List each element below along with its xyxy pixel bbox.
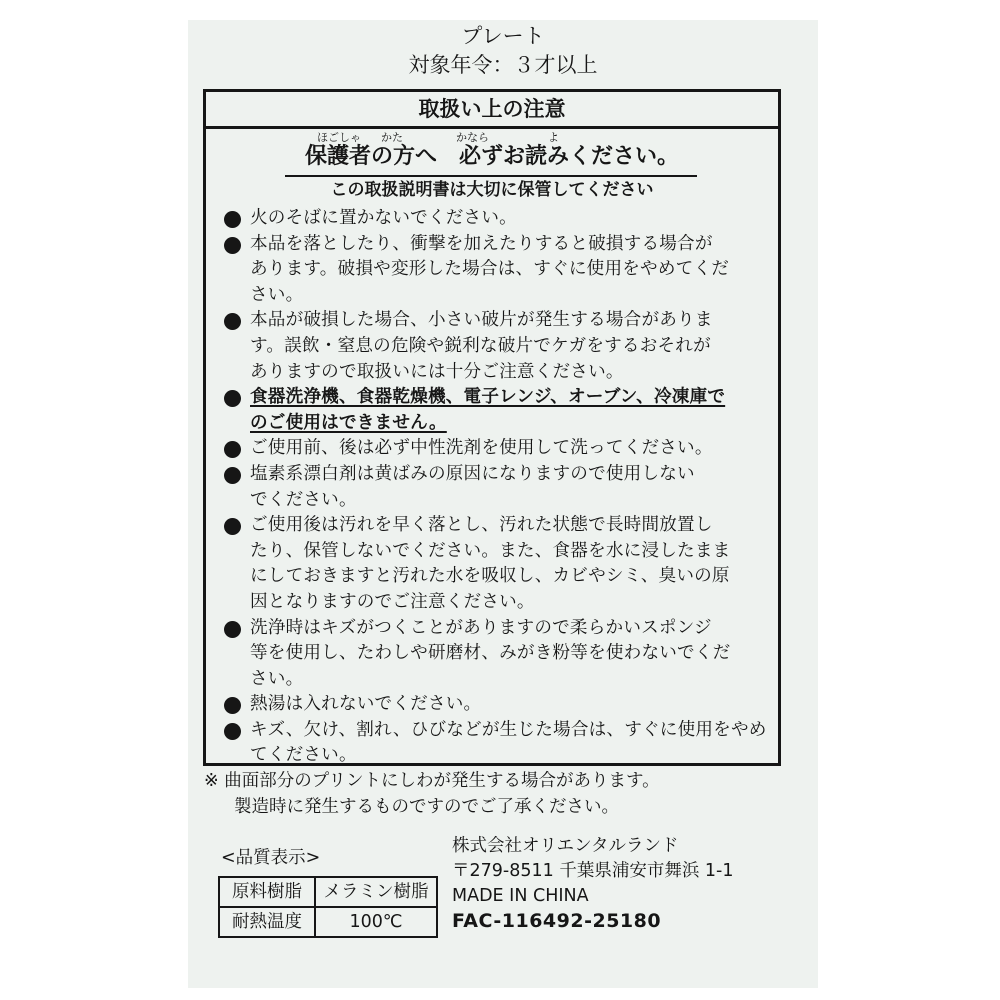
caution-item [223,718,768,769]
bullet-icon [224,441,241,458]
caution-item [223,462,768,513]
item-text: さい。 [250,668,304,689]
guardian-notice: 保護者の方へ 必ずお読みください。 [304,144,679,169]
bullet-icon [224,518,241,535]
note-line: 製造時に発生するものですのでご了承ください。 [234,797,619,817]
bullet-icon [224,390,241,407]
caution-item [223,513,768,615]
caution-title: 取扱い上の注意 [206,92,778,129]
item-text: ありますので取扱いには十分ご注意ください。 [250,361,624,382]
item-text: 洗浄時はキズがつくことがありますので柔らかいスポンジ [250,617,712,638]
item-text: ご使用後は汚れを早く落とし、汚れた状態で長時間放置し [250,515,713,536]
note-line: 曲面部分のプリントにしわが発生する場合があります。 [224,771,660,791]
table-row [219,907,437,937]
product-name: プレート [461,24,545,48]
bullet-icon [224,723,241,740]
furigana: よ [548,131,559,144]
item-text: 等を使用し、たわしや研磨材、みがき粉等を使わないでくだ [250,643,731,664]
item-text: キズ、欠け、割れ、ひびなどが生じた場合は、すぐに使用をやめ [250,719,767,740]
item-text: す。誤飲・窒息の危険や鋭利な破片でケガをするおそれが [250,335,711,356]
quality-key: 耐熱温度 [219,907,315,937]
company-address: 〒279-8511 千葉県浦安市舞浜 1-1 [452,861,734,881]
bullet-icon [224,697,241,714]
bullet-icon [224,621,241,638]
notice-underline [285,175,697,177]
furigana: かなら [456,131,489,144]
item-text: たり、保管しないでください。また、食器を水に浸したまま [250,540,731,561]
caution-item [223,206,768,232]
company-info [452,834,733,934]
furigana: ほごしゃ [317,131,361,144]
country-of-origin: MADE IN CHINA [452,886,589,906]
caution-item [223,692,768,718]
bullet-icon [224,467,241,484]
table-row [219,877,437,907]
caution-item [223,308,768,385]
furigana: かた [381,131,403,144]
company-name: 株式会社オリエンタルランド [452,836,679,856]
caution-item [223,616,768,693]
quality-key: 原料樹脂 [219,877,315,907]
item-text: にしておきますと汚れた水を吸収し、カビやシミ、臭いの原 [250,566,730,587]
item-text: 食器洗浄機、食器乾燥機、電子レンジ、オーブン、冷凍庫で [250,387,726,408]
item-text: 因となりますのでご注意ください。 [250,591,535,612]
product-code: FAC-116492-25180 [452,910,662,932]
target-age: 対象年令：３才以上 [408,53,598,77]
item-text: でください。 [250,489,357,510]
item-text: てください。 [250,745,357,766]
print-wrinkle-note [204,768,660,820]
quality-label: <品質表示> [221,848,321,868]
keep-instruction: この取扱説明書は大切に保管してください [330,180,654,200]
quality-value: 100℃ [315,907,437,937]
quality-value: メラミン樹脂 [315,877,437,907]
item-text: のご使用はできません。 [250,412,447,433]
reference-mark-icon: ※ [204,771,219,791]
item-text: 本品が破損した場合、小さい破片が発生する場合がありま [250,310,713,331]
item-text: 本品を落としたり、衝撃を加えたりすると破損する場合が [250,233,713,254]
item-text: 塩素系漂白剤は黄ばみの原因になりますので使用しない [250,463,695,484]
bullet-icon [224,237,241,254]
item-text: さい。 [250,284,304,305]
item-text: 熱湯は入れないでください。 [250,694,482,715]
bullet-icon [224,313,241,330]
bullet-icon [224,211,241,228]
caution-item-emphasis [223,385,768,436]
caution-item [223,436,768,462]
caution-list [223,206,768,769]
caution-item [223,232,768,309]
quality-table [218,876,438,938]
caution-box [203,89,781,766]
item-text: ご使用前、後は必ず中性洗剤を使用して洗ってください。 [250,438,713,459]
label-card [188,20,818,988]
item-text: 火のそばに置かないでください。 [250,208,517,228]
item-text: あります。破損や変形した場合は、すぐに使用をやめてくだ [250,259,730,280]
